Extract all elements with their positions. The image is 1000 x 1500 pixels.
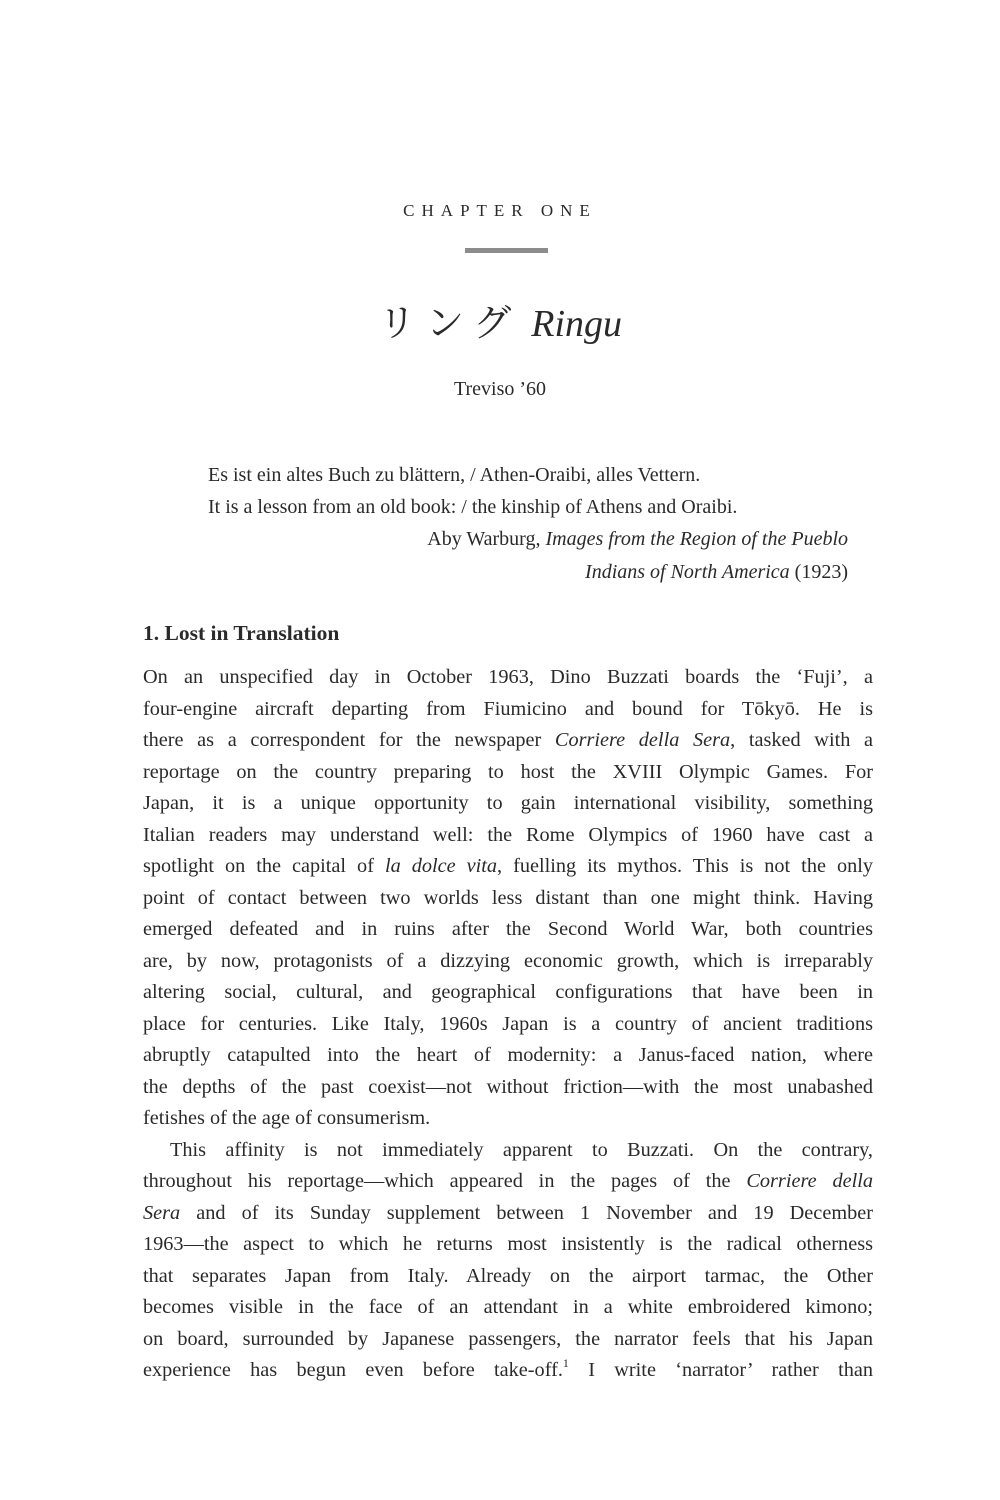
text-line: Japan, it is a unique opportunity to gain international visibility, something bbox=[143, 792, 873, 814]
footnote-marker[interactable]: 1 bbox=[562, 1356, 569, 1370]
chapter-rule bbox=[465, 248, 548, 253]
text-line: throughout his reportage—which appeared in the pages of the Corriere della bbox=[143, 1170, 873, 1192]
chapter-subtitle: Treviso ’60 bbox=[453, 378, 547, 400]
text-line: experience has begun even before take-off.$^1$ I write ‘narrator’ rather than bbox=[143, 1356, 873, 1381]
epigraph bbox=[208, 459, 848, 588]
text-line: on board, surrounded by Japanese passengers, the narrator feels that his Japan bbox=[143, 1327, 873, 1350]
text-line: the depths of the past coexist—not without friction—with the most unabashed bbox=[143, 1075, 873, 1098]
text-line: point of contact between two worlds less distant than one might think. Having bbox=[143, 886, 873, 909]
text-line: On an unspecified day in October 1963, Dino Buzzati boards the ‘Fuji’, a bbox=[143, 666, 873, 688]
epigraph-attribution-line-2 bbox=[208, 556, 848, 588]
epigraph-source-title: Images from the Region of the Pueblo bbox=[545, 528, 848, 551]
epigraph-year: (1923) bbox=[789, 560, 848, 583]
text-line: Italian readers may understand well: the Rome Olympics of 1960 have cast a bbox=[143, 823, 873, 846]
text-line: there as a correspondent for the newspaper Corriere della Sera, tasked with a bbox=[143, 729, 874, 751]
text-line: reportage on the country preparing to host the XVIII Olympic Games. For bbox=[143, 760, 873, 783]
section-heading: 1. Lost in Translation bbox=[143, 621, 340, 645]
text-line: are, by now, protagonists of a dizzying economic growth, which is irreparably bbox=[143, 949, 873, 972]
text-line: that separates Japan from Italy. Already on the airport tarmac, the Other bbox=[143, 1264, 873, 1287]
epigraph-author: Aby Warburg, bbox=[427, 528, 546, 551]
text-line: emerged defeated and in ruins after the Second World War, both countries bbox=[143, 918, 873, 940]
text-line: abruptly catapulted into the heart of modernity: a Janus-faced nation, where bbox=[143, 1044, 873, 1066]
text-line: fetishes of the age of consumerism. bbox=[143, 1107, 431, 1129]
text-line: place for centuries. Like Italy, 1960s Japan is a country of ancient traditions bbox=[143, 1012, 873, 1035]
text-line: four-engine aircraft departing from Fiumicino and bound for Tōkyō. He is bbox=[143, 697, 873, 720]
body-text bbox=[143, 662, 873, 1387]
text-line: becomes visible in the face of an attendant in a white embroidered kimono; bbox=[143, 1296, 873, 1318]
text-line: This affinity is not immediately apparent to Buzzati. On the contrary, bbox=[170, 1138, 873, 1161]
chapter-title-latin: Ringu bbox=[531, 303, 623, 345]
epigraph-source-title-cont: Indians of North America bbox=[585, 560, 790, 583]
text-line: Sera and of its Sunday supplement between 1 November and 19 December bbox=[143, 1201, 873, 1224]
epigraph-english: It is a lesson from an old book: / the kinship of Athens and Oraibi. bbox=[208, 496, 738, 519]
epigraph-german: Es ist ein altes Buch zu blättern, / Athen-Oraibi, alles Vettern. bbox=[208, 464, 701, 486]
chapter-title-japanese: リング bbox=[377, 303, 522, 345]
chapter-kicker: CHAPTER ONE bbox=[403, 201, 597, 220]
text-line: spotlight on the capital of la dolce vita, fuelling its mythos. This is not the only bbox=[143, 855, 874, 877]
text-line: altering social, cultural, and geographical configurations that have been in bbox=[143, 981, 873, 1003]
epigraph-attribution-line-1 bbox=[208, 523, 848, 555]
text-line: 1963—the aspect to which he returns most insistently is the radical otherness bbox=[143, 1233, 873, 1255]
chapter-title bbox=[0, 294, 1000, 354]
